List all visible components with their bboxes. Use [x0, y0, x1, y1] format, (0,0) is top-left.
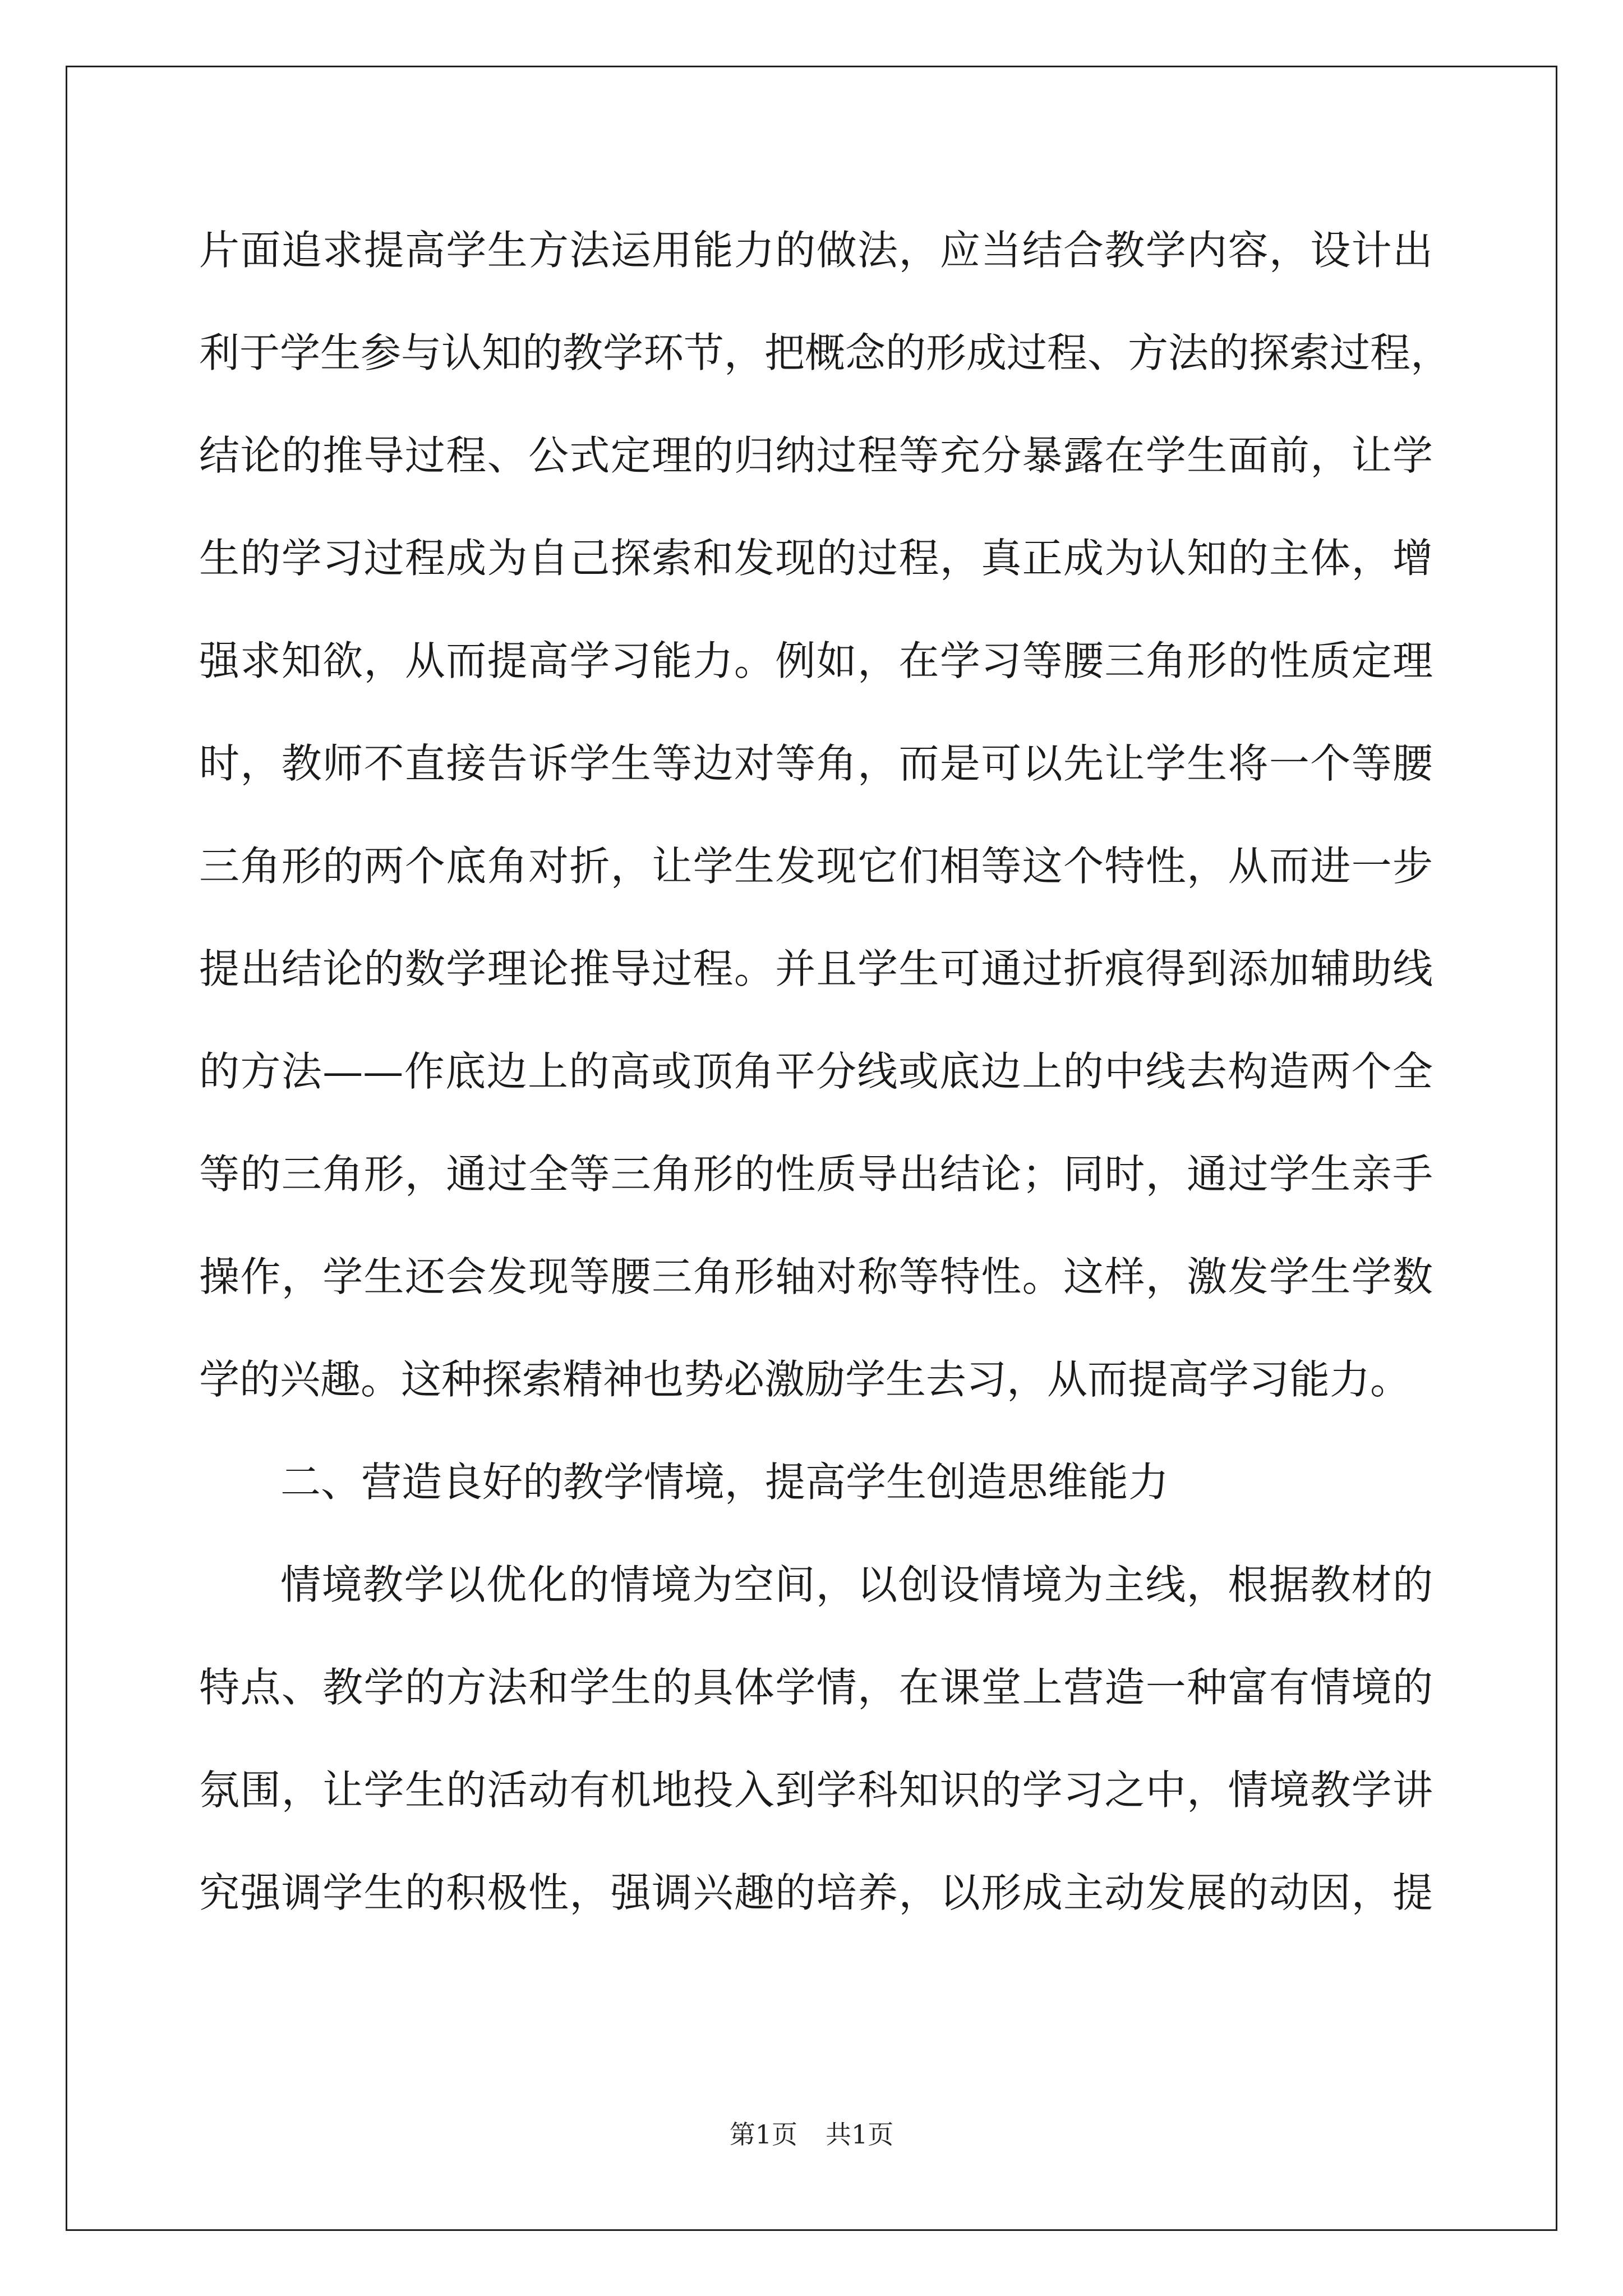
page-total: 共1页 — [826, 2119, 894, 2150]
page-footer — [0, 2118, 1623, 2151]
text-line: 等的三角形，通过全等三角形的性质导出结论；同时，通过学生亲手 — [199, 1151, 1433, 1198]
text-line: 特点、教学的方法和学生的具体学情，在课堂上营造一种富有情境的 — [199, 1664, 1433, 1711]
page-number: 第1页 — [729, 2119, 797, 2150]
text-line: 操作，学生还会发现等腰三角形轴对称等特性。这样，激发学生学数 — [199, 1253, 1433, 1300]
paragraph-1 — [199, 199, 1451, 1431]
text-line: 情境教学以优化的情境为空间，以创设情境为主线，根据教材的 — [280, 1561, 1433, 1608]
text-line: 结论的推导过程、公式定理的归纳过程等充分暴露在学生面前，让学 — [199, 432, 1433, 479]
paragraph-2 — [199, 1534, 1433, 1944]
text-line: 三角形的两个底角对折，让学生发现它们相等这个特性，从而进一步 — [199, 843, 1433, 890]
document-body — [199, 199, 1451, 1944]
text-line: 时，教师不直接告诉学生等边对等角，而是可以先让学生将一个等腰 — [199, 740, 1433, 787]
section-heading: 二、营造良好的教学情境，提高学生创造思维能力 — [280, 1458, 1169, 1506]
text-line: 究强调学生的积极性，强调兴趣的培养，以形成主动发展的动因，提 — [199, 1869, 1433, 1916]
text-line: 生的学习过程成为自己探索和发现的过程，真正成为认知的主体，增 — [199, 535, 1433, 582]
text-line: 的方法——作底边上的高或顶角平分线或底边上的中线去构造两个全 — [199, 1048, 1433, 1095]
text-line: 片面追求提高学生方法运用能力的做法，应当结合教学内容，设计出 — [199, 227, 1433, 274]
text-line: 学的兴趣。这种探索精神也势必激励学生去习，从而提高学习能力。 — [199, 1356, 1411, 1403]
text-line: 氛围，让学生的活动有机地投入到学科知识的学习之中，情境教学讲 — [199, 1766, 1433, 1814]
text-line: 提出结论的数学理论推导过程。并且学生可通过折痕得到添加辅助线 — [199, 945, 1433, 992]
text-line: 强求知欲，从而提高学习能力。例如，在学习等腰三角形的性质定理 — [199, 637, 1433, 684]
text-line: 利于学生参与认知的教学环节，把概念的形成过程、方法的探索过程， — [199, 329, 1451, 376]
